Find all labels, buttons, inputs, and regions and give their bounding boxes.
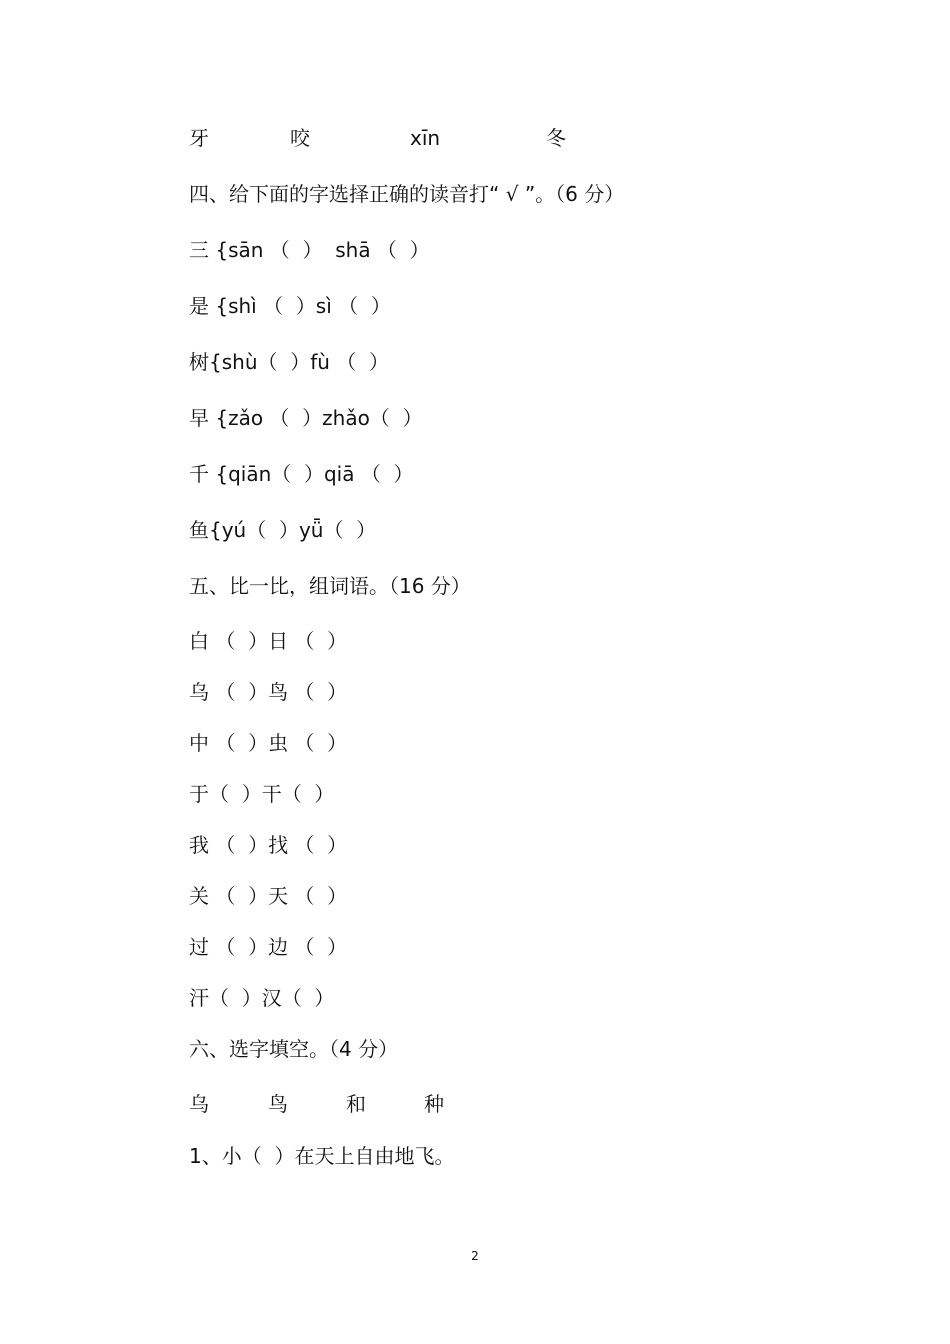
word-xin-pinyin: xīn <box>410 126 441 150</box>
word-dong: 冬 <box>546 126 566 150</box>
word-ya: 牙 <box>189 126 209 150</box>
choice-wu: 乌 <box>189 1092 209 1116</box>
section-4-heading: 四、给下面的字选择正确的读音打“ √ ”。（6 分） <box>189 182 625 206</box>
pinyin-choice-san: 三 {sān （ ） shā （ ） <box>189 238 430 262</box>
pinyin-choice-shi: 是 {shì （ ）sì （ ） <box>189 294 391 318</box>
compare-row-yu: 于（ ）干（ ） <box>189 782 335 806</box>
compare-row-wu: 乌 （ ）鸟 （ ） <box>189 680 348 704</box>
choice-niao: 鸟 <box>268 1092 288 1116</box>
pinyin-choice-qian: 千 {qiān（ ）qiā （ ） <box>189 462 414 486</box>
pinyin-choice-yu: 鱼{yú（ ）yǖ（ ） <box>189 518 377 542</box>
pinyin-choice-shu: 树{shù（ ）fù （ ） <box>189 350 389 374</box>
compare-row-zhong: 中 （ ）虫 （ ） <box>189 731 348 755</box>
compare-row-han: 汗（ ）汉（ ） <box>189 986 335 1010</box>
compare-row-guan: 关 （ ）天 （ ） <box>189 884 348 908</box>
fill-question-1: 1、小（ ）在天上自由地飞。 <box>189 1144 455 1168</box>
pinyin-choice-zao: 早 {zǎo （ ）zhǎo（ ） <box>189 406 423 430</box>
section-6-heading: 六、选字填空。（4 分） <box>189 1037 399 1061</box>
section-5-heading: 五、比一比，组词语。（16 分） <box>189 574 471 598</box>
compare-row-bai: 白 （ ）日 （ ） <box>189 629 348 653</box>
compare-row-wo: 我 （ ）找 （ ） <box>189 833 348 857</box>
page-number: 2 <box>471 1249 479 1263</box>
compare-row-guo: 过 （ ）边 （ ） <box>189 935 348 959</box>
choice-zhong: 种 <box>424 1092 444 1116</box>
word-yao: 咬 <box>290 126 310 150</box>
choice-he: 和 <box>346 1092 366 1116</box>
